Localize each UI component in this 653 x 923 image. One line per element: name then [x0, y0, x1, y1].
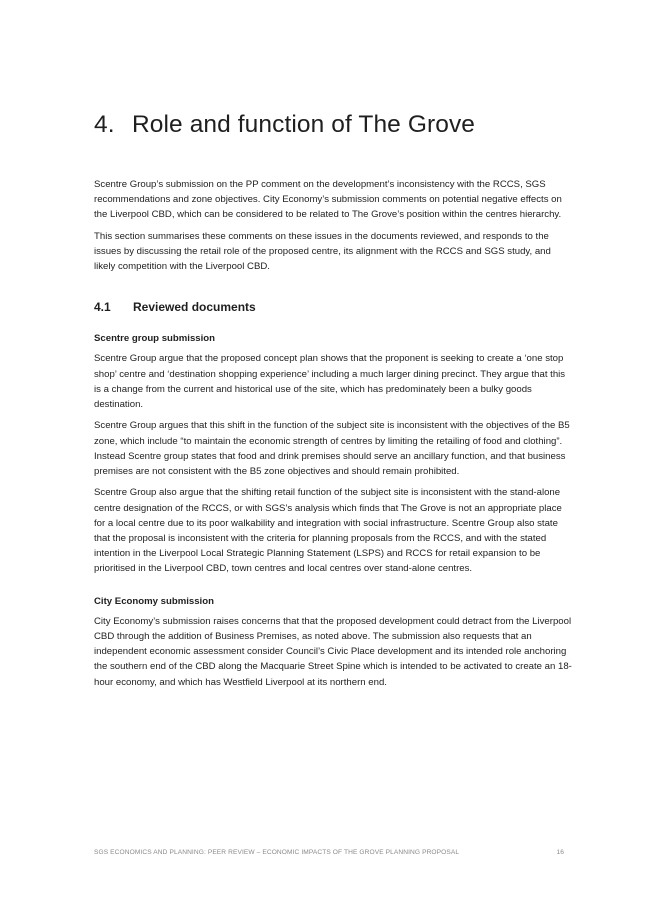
section-heading — [94, 111, 574, 139]
scentre-heading: Scentre group submission — [94, 333, 216, 345]
scentre-paragraph-3: Scentre Group also argue that the shifting retail function of the subject site is inconsistent with the stand-alone centre designation of the RCCS, or with SGS’s analysis which finds that The Grove is not an appropriate place for a local centre due to its poor walkability and integration with social infrastructure. Scentre Group also state that the proposal is inconsistent with the criteria for planning proposals from the RCCS, and with the stated intention in the Liverpool Local Strategic Planning Statement (LSPS) and RCCS for retail expansion to be prioritised in the Liverpool CBD, town centres and local centres over stand-alone centres. — [94, 487, 562, 575]
section-spacer — [94, 583, 574, 595]
scentre-paragraph-1: Scentre Group argue that the proposed concept plan shows that the proponent is seeking to create a ‘one stop shop’ centre and ‘destination shopping experience’ including a much larger dining precinct. They argue that this is a change from the current and historical use of the site, which has predominately been a bulky goods destination. — [94, 353, 566, 411]
city-economy-heading: City Economy submission — [94, 595, 214, 607]
scentre-paragraph-2: Scentre Group argues that this shift in the function of the subject site is inconsistent with the objectives of the B5 zone, which include “to maintain the economic strength of centres by limiting the retailing of food and clothing”. Instead Scentre group states that food and drink premises should serve an ancillary function, and that business premises are not consistent with the B5 zone objectives and should remain prohibited. — [94, 420, 570, 478]
subsection-title: Reviewed documents — [133, 300, 256, 315]
subsection-number: 4.1 — [94, 300, 111, 315]
page-content — [94, 111, 574, 696]
subsection-heading — [94, 300, 574, 314]
intro-paragraph-1: Scentre Group’s submission on the PP comment on the development’s inconsistency with the RCCS, SGS recommendations and zone objectives. City Economy’s submission comments on potential negative effects on the Liverpool CBD, which can be considered to be related to The Grove’s position within the centres hierarchy. — [94, 179, 562, 221]
section-number: 4. — [94, 111, 115, 138]
page-number: 16 — [556, 849, 564, 856]
footer-text: SGS ECONOMICS AND PLANNING: PEER REVIEW – ECONOMIC IMPACTS OF THE GROVE PLANNING PROPOSAL — [94, 849, 460, 856]
section-title: Role and function of The Grove — [132, 111, 476, 138]
city-economy-paragraph-1: City Economy’s submission raises concerns that that the proposed development could detract from the Liverpool CBD through the addition of Business Premises, as noted above. The submission also requests that an independent economic assessment consider Council’s Civic Place development and its intended role anchoring the southern end of the CBD along the Macquarie Street Spine which is intended to be activated to create an 18-hour economy, and which has Westfield Liverpool at its northern end. — [94, 615, 572, 688]
intro-paragraph-2: This section summarises these comments on these issues in the documents reviewed, and responds to the issues by discussing the retail role of the proposed centre, its alignment with the RCCS and SGS study, and likely competition with the Liverpool CBD. — [94, 230, 551, 273]
